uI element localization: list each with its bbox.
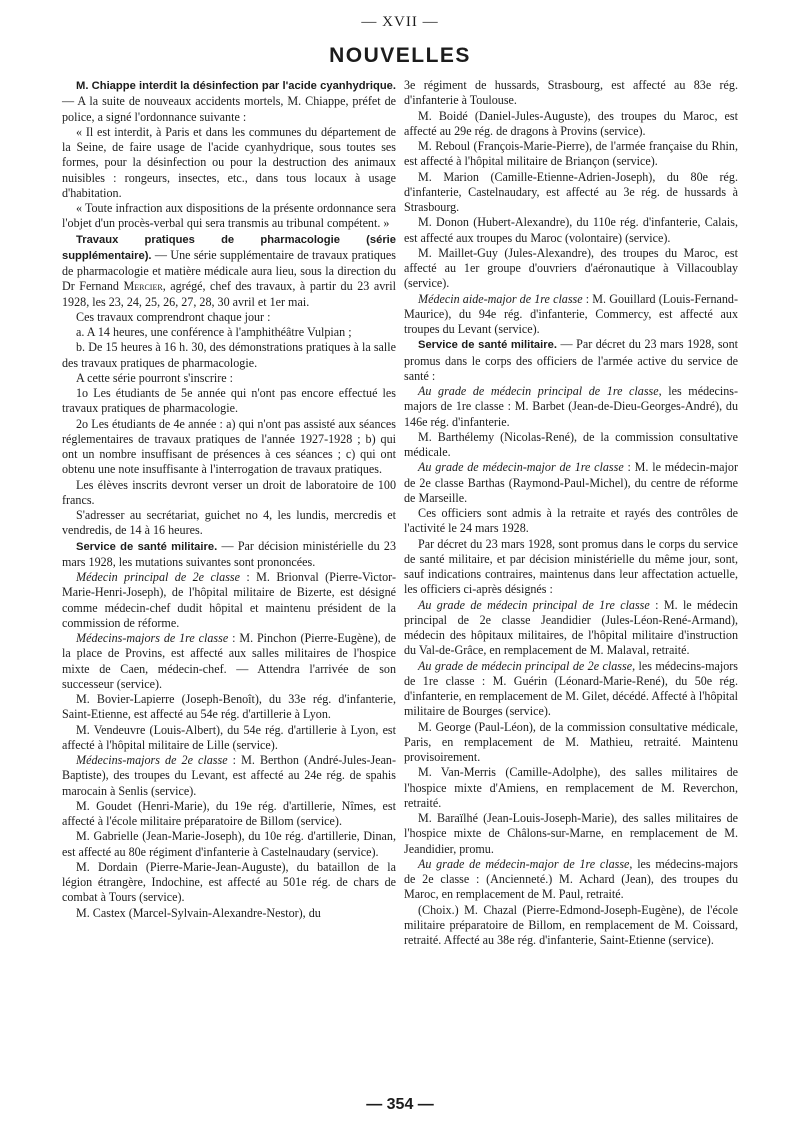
section-heading: M. Chiappe interdit la désinfection par l'acide cyanhydrique. [76, 80, 396, 92]
rank-label: Médecin principal de 2e classe [76, 570, 240, 584]
paragraph: M. Goudet (Henri-Marie), du 19e rég. d'artillerie, Nîmes, est affecté à l'école militaire préparatoire de Billom (service). [62, 798, 396, 828]
paragraph: Par décret du 23 mars 1928, sont promus dans le corps du service de santé militaire, et par décision ministérielle du même jour, sont, sauf indications contraires, maintenus dans leur affectation actuelle, les officiers ci-après désignés : [404, 536, 738, 597]
paragraph: 2o Les étudiants de 4e année : a) qui n'ont pas assisté aux séances réglementaires de travaux pratiques de l'année 1927-1928 ; b) qui ont un nombre insuffisant de présences à ces séances ; c) qui ont obtenu une note insuffisante à l'interrogation de travaux pratiques. [62, 416, 396, 477]
paragraph: 1o Les étudiants de 5e année qui n'ont pas encore effectué les travaux pratiques de pharmacologie. [62, 386, 396, 416]
page-title: NOUVELLES [329, 44, 471, 67]
paragraph: M. Bovier-Lapierre (Joseph-Benoît), du 33e rég. d'infanterie, Saint-Etienne, est affecté au 54e rég. d'artillerie à Lyon. [62, 692, 396, 722]
rank-label: Médecin aide-major de 1re classe [418, 291, 583, 306]
rank-label: Au grade de médecin principal de 1re classe [418, 384, 659, 398]
paragraph-text: — Une série supplémentaire de travaux pratiques de pharmacologie et matière médicale aura lieu, sous la direction du Dr Fernand [62, 247, 396, 294]
section-heading: Service de santé militaire. [76, 540, 218, 553]
paragraph-text: : M. Berthon (André-Jules-Jean-Baptiste), des troupes du Levant, est affecté au 24e rég. de spahis marocain à Senlis (service). [62, 753, 397, 798]
paragraph: A cette série pourront s'inscrire : [76, 370, 233, 385]
rank-label: Médecins-majors de 2e classe [76, 753, 228, 767]
paragraph: Les élèves inscrits devront verser un droit de laboratoire de 100 francs. [62, 477, 396, 507]
left-column [62, 78, 396, 921]
paragraph: M. Boidé (Daniel-Jules-Auguste), des troupes du Maroc, est affecté au 29e rég. de dragons à Provins (service). [404, 108, 738, 138]
paragraph-text: — Par décret du 23 mars 1928, sont promus dans le corps des officiers de l'armée active du service de santé : [404, 337, 738, 383]
rank-label: Au grade de médecin-major de 1re classe [418, 460, 624, 475]
paragraph-text: : M. Brionval (Pierre-Victor-Marie-Henri-Joseph), de l'hôpital militaire de Bizerte, est désigné comme médecin-chef dudit hôpital et maintenu président de la commission de réforme. [62, 570, 396, 630]
paragraph: « Il est interdit, à Paris et dans les communes du département de la Seine, de faire usage de l'acide cyanhydrique, sous toutes ses formes, pour la désinfection ou pour la destruction des animaux nuisibles : rongeurs, insectes, etc., dans tous locaux à usage d'habitation. [62, 124, 396, 200]
paragraph: Ces officiers sont admis à la retraite et rayés des contrôles de l'activité le 24 mars 1928. [404, 506, 738, 536]
paragraph: M. Barthélemy (Nicolas-René), de la commission consultative médicale. [404, 429, 738, 459]
section-heading: Travaux pratiques de pharmacologie (série supplémentaire). [62, 233, 396, 262]
paragraph: M. Vendeuvre (Louis-Albert), du 54e rég. d'artillerie à Lyon, est affecté à l'hôpital militaire de Lille (service). [62, 722, 396, 752]
paragraph [404, 857, 738, 903]
paragraph: a. A 14 heures, une conférence à l'amphithéâtre Vulpian ; [76, 325, 352, 339]
paragraph: M. Dordain (Pierre-Marie-Jean-Auguste), du bataillon de la légion étrangère, Indochine, est affecté au 501e rég. de chars de combat à Tours (service). [62, 859, 396, 905]
paragraph-text: : M. le médecin principal de 2e classe Jeandidier (Jules-Léon-René-Armand), médecin des hôpitaux militaires, de l'hôpital militaire d'instruction du Val-de-Grâce, en remplacement de M. Malaval, retraité. [404, 597, 738, 658]
paragraph [62, 570, 396, 631]
right-column [404, 78, 738, 948]
rank-label: Au grade de médecin-major de 1re classe [418, 856, 630, 871]
rank-label: Médecins-majors de 1re classe [76, 631, 229, 645]
paragraph: M. Maillet-Guy (Jules-Alexandre), des troupes du Maroc, est affecté au 1er groupe d'ouvriers d'aéronautique à Villacoublay (service). [404, 245, 738, 291]
person-name: Mercier [123, 279, 163, 294]
paragraph-text: , les médecins-majors de 2e classe : (Ancienneté.) M. Achard (Jean), des troupes du Maroc, en remplacement de M. Paul, retraité. [404, 856, 738, 902]
paragraph: « Toute infraction aux dispositions de la présente ordonnance sera l'objet d'un procès-verbal qui sera transmis au tribunal compétent. » [62, 201, 396, 231]
paragraph: 3e régiment de hussards, Strasbourg, est affecté au 83e rég. d'infanterie à Toulouse. [404, 78, 738, 108]
paragraph [404, 337, 738, 384]
paragraph-text: : M. Pinchon (Pierre-Eugène), de la place de Provins, est affecté aux salles militaires de l'hospice mixte de Caen, médecin-chef. — Attendra l'arrivée de son successeur (service). [62, 631, 396, 691]
paragraph-text: , les médecins-majors de 1re classe : M. Barbet (Jean-de-Dieu-Georges-André), du 146e rég. d'infanterie. [404, 384, 739, 429]
paragraph: M. Baraïlhé (Jean-Louis-Joseph-Marie), des salles militaires de l'hospice mixte de Châlons-sur-Marne, en remplacement de M. Jeandidier, promu. [404, 811, 738, 856]
paragraph: M. Donon (Hubert-Alexandre), du 110e rég. d'infanterie, Calais, est affecté aux troupes du Maroc (volontaire) (service). [404, 215, 738, 245]
page-number: — 354 — [366, 1096, 434, 1113]
paragraph [62, 753, 396, 799]
paragraph: M. Reboul (François-Marie-Pierre), de l'armée française du Rhin, est affecté à l'hôpital militaire de Briançon (service). [404, 139, 738, 169]
paragraph [62, 539, 396, 571]
paragraph-text: — Par décision ministérielle du 23 mars 1928, les mutations suivantes sont prononcées. [62, 538, 396, 569]
rank-label: Au grade de médecin principal de 2e classe [418, 658, 633, 673]
paragraph [404, 384, 738, 430]
paragraph [62, 78, 396, 125]
rank-label: Au grade de médecin principal de 1re classe [418, 597, 650, 612]
paragraph [62, 232, 396, 310]
paragraph: M. Gabrielle (Jean-Marie-Joseph), du 10e rég. d'artillerie, Dinan, est affecté au 80e régiment d'infanterie à Castelnaudary (service). [62, 829, 396, 859]
paragraph-text: , les médecins-majors de 1re classe : M. Guérin (Léonard-Marie-René), du 50e rég. d'infanterie, en remplacement de M. Gilet, décédé. Affecté à l'hôpital militaire de Bourges (service). [404, 658, 739, 719]
paragraph [404, 460, 738, 506]
paragraph-text: — A la suite de nouveaux accidents mortels, M. Chiappe, préfet de police, a signé l'ordonnance suivante : [62, 94, 396, 124]
paragraph: M. Castex (Marcel-Sylvain-Alexandre-Nestor), du [76, 905, 321, 920]
paragraph [62, 631, 396, 692]
paragraph: Ces travaux comprendront chaque jour : [76, 309, 271, 324]
section-heading: Service de santé militaire. [418, 339, 557, 352]
paragraph-text: : M. Gouillard (Louis-Fernand-Maurice), du 94e rég. d'infanterie, Commercy, est affecté aux troupes du Levant (service). [404, 291, 738, 336]
paragraph [404, 292, 738, 338]
paragraph [404, 659, 738, 720]
paragraph: b. De 15 heures à 16 h. 30, des démonstrations pratiques à la salle des travaux pratiques de pharmacologie. [62, 340, 396, 370]
paragraph: M. Marion (Camille-Etienne-Adrien-Joseph), du 80e rég. d'infanterie, Castelnaudary, est affecté au 3e rég. de hussards à Strasbourg. [404, 169, 738, 214]
paragraph [404, 598, 738, 659]
paragraph-text: , agrégé, chef des travaux, à partir du 23 avril 1928, les 23, 24, 25, 26, 27, 28, 30 avril et 1er mai. [62, 279, 396, 309]
page-number-roman: — XVII — [361, 14, 439, 30]
paragraph: S'adresser au secrétariat, guichet no 4, les lundis, mercredis et vendredis, de 14 à 16 heures. [62, 508, 396, 538]
paragraph-text: : M. le médecin-major de 2e classe Barthas (Raymond-Paul-Michel), du centre de réforme de Marseille. [404, 460, 738, 505]
paragraph: M. Van-Merris (Camille-Adolphe), des salles militaires de l'hospice mixte d'Amiens, en remplacement de M. Reverchon, retraité. [404, 765, 738, 810]
paragraph: (Choix.) M. Chazal (Pierre-Edmond-Joseph-Eugène), de l'école militaire préparatoire de Billom, en remplacement de M. Coissard, retraité. Affecté au 38e rég. d'infanterie, Saint-Etienne (service). [404, 902, 738, 947]
paragraph: M. George (Paul-Léon), de la commission consultative médicale, Paris, en remplacement de M. Mathieu, retraité. Maintenu provisoirement. [404, 719, 738, 764]
